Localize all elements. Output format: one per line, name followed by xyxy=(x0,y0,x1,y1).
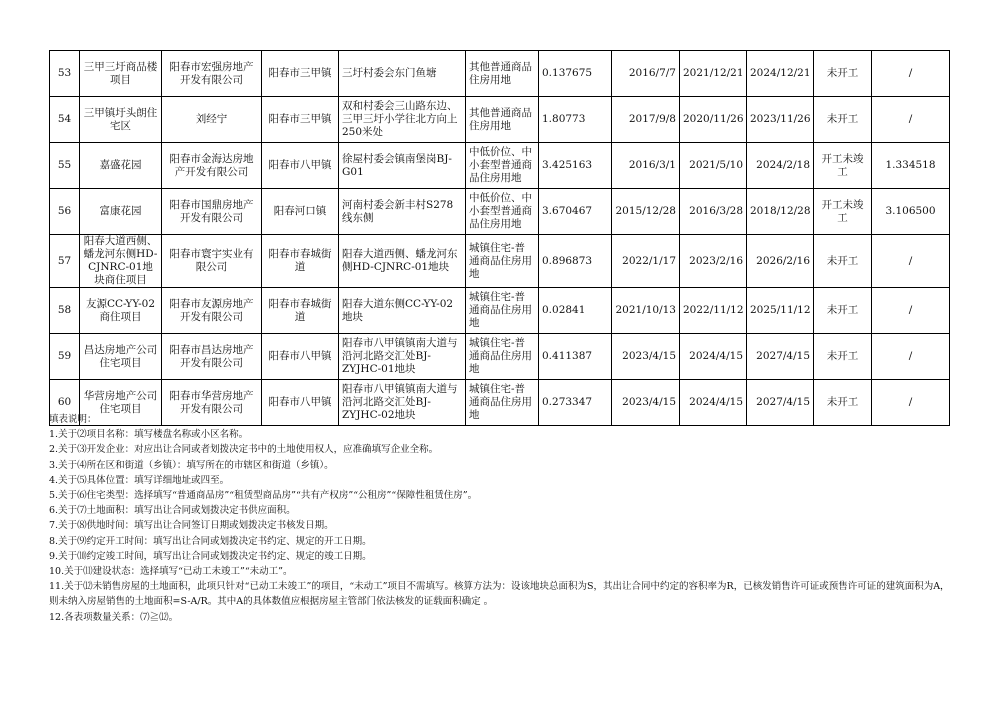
table-row xyxy=(50,143,950,189)
housing-type-cell: 城镇住宅-普通商品住房用地 xyxy=(466,235,539,288)
note-item: 8.关于⑼约定开工时间：填写出让合同或划拨决定书约定、规定的开工日期。 xyxy=(49,535,372,547)
fill-instructions xyxy=(49,412,959,625)
unsold-land-area-cell: / xyxy=(872,235,950,288)
unsold-land-area-cell: / xyxy=(872,334,950,380)
location-cell: 阳春市八甲镇镇南大道与沿河北路交汇处BJ-ZYJHC-01地块 xyxy=(339,334,466,380)
project-name-cell: 友源CC-YY-02商住项目 xyxy=(80,288,162,334)
note-item: 12.各表项数量关系：⑺≧⑿。 xyxy=(49,611,179,623)
location-cell: 阳春大道西侧、蟠龙河东侧HD-CJNRC-01地块 xyxy=(339,235,466,288)
construction-status-cell: 开工未竣工 xyxy=(814,189,872,235)
developer-cell: 阳春市华营房地产开发有限公司 xyxy=(162,380,262,426)
district-street-cell: 阳春市春城街道 xyxy=(262,288,339,334)
supply-date-cell: 2021/10/13 xyxy=(612,288,680,334)
housing-type-cell: 中低价位、中小套型普通商品住房用地 xyxy=(466,189,539,235)
supply-date-cell: 2017/9/8 xyxy=(612,97,680,143)
completion-date-cell: 2024/2/18 xyxy=(747,143,814,189)
location-cell: 河南村委会新丰村S278线东侧 xyxy=(339,189,466,235)
district-street-cell: 阳春市三甲镇 xyxy=(262,51,339,97)
land-area-cell: 3.670467 xyxy=(539,189,612,235)
start-date-cell: 2023/2/16 xyxy=(680,235,747,288)
start-date-cell: 2020/11/26 xyxy=(680,97,747,143)
supply-date-cell: 2015/12/28 xyxy=(612,189,680,235)
land-area-cell: 3.425163 xyxy=(539,143,612,189)
supply-date-cell: 2023/4/15 xyxy=(612,334,680,380)
location-cell: 徐屋村委会镇南堡岗BJ-G01 xyxy=(339,143,466,189)
unsold-land-area-cell: / xyxy=(872,288,950,334)
start-date-cell: 2021/5/10 xyxy=(680,143,747,189)
land-area-cell: 0.273347 xyxy=(539,380,612,426)
row-number-cell: 60 xyxy=(50,380,80,426)
row-number-cell: 58 xyxy=(50,288,80,334)
completion-date-cell: 2025/11/12 xyxy=(747,288,814,334)
completion-date-cell: 2024/12/21 xyxy=(747,51,814,97)
district-street-cell: 阳春市三甲镇 xyxy=(262,97,339,143)
developer-cell: 刘经宁 xyxy=(162,97,262,143)
housing-type-cell: 城镇住宅-普通商品住房用地 xyxy=(466,334,539,380)
district-street-cell: 阳春市八甲镇 xyxy=(262,380,339,426)
construction-status-cell: 未开工 xyxy=(814,380,872,426)
land-area-cell: 1.80773 xyxy=(539,97,612,143)
note-item: 5.关于⑹住宅类型：选择填写“普通商品房”“租赁型商品房”“共有产权房”“公租房”“保障性租赁住房”。 xyxy=(49,490,478,502)
developer-cell: 阳春市宏强房地产开发有限公司 xyxy=(162,51,262,97)
start-date-cell: 2024/4/15 xyxy=(680,334,747,380)
supply-date-cell: 2022/1/17 xyxy=(612,235,680,288)
start-date-cell: 2021/12/21 xyxy=(680,51,747,97)
row-number-cell: 53 xyxy=(50,51,80,97)
project-name-cell: 华营房地产公司住宅项目 xyxy=(80,380,162,426)
project-name-cell: 阳春大道西侧、蟠龙河东侧HD-CJNRC-01地块商住项目 xyxy=(80,235,162,288)
table-row xyxy=(50,288,950,334)
completion-date-cell: 2027/4/15 xyxy=(747,334,814,380)
land-area-cell: 0.411387 xyxy=(539,334,612,380)
row-number-cell: 57 xyxy=(50,235,80,288)
developer-cell: 阳春市友源房地产开发有限公司 xyxy=(162,288,262,334)
housing-type-cell: 其他普通商品住房用地 xyxy=(466,97,539,143)
construction-status-cell: 未开工 xyxy=(814,97,872,143)
district-street-cell: 阳春市春城街道 xyxy=(262,235,339,288)
table-row xyxy=(50,189,950,235)
table-row xyxy=(50,235,950,288)
land-area-cell: 0.02841 xyxy=(539,288,612,334)
project-name-cell: 三甲镇圩头朗住宅区 xyxy=(80,97,162,143)
note-item: 3.关于⑷所在区和街道（乡镇）：填写所在的市辖区和街道（乡镇）。 xyxy=(49,459,334,471)
unsold-land-area-cell: 3.106500 xyxy=(872,189,950,235)
unsold-land-area-cell: / xyxy=(872,51,950,97)
location-cell: 三圩村委会东门鱼塘 xyxy=(339,51,466,97)
row-number-cell: 59 xyxy=(50,334,80,380)
project-name-cell: 三甲三圩商品楼项目 xyxy=(80,51,162,97)
note-item: 2.关于⑶开发企业：对应出让合同或者划拨决定书中的土地使用权人，应准确填写企业全称。 xyxy=(49,444,439,456)
note-item: 7.关于⑻供地时间：填写出让合同签订日期或划拨决定书核发日期。 xyxy=(49,520,334,532)
completion-date-cell: 2027/4/15 xyxy=(747,380,814,426)
land-area-cell: 0.137675 xyxy=(539,51,612,97)
row-number-cell: 55 xyxy=(50,143,80,189)
note-item: 11.关于⑿未销售房屋的土地面积，此项只针对“已动工未竣工”的项目，“未动工”项目不需填写。核算方法为：设该地块总面积为S，其出让合同中约定的容积率为R，已核发销售许可证或预售许可证的建筑面积为A，则未纳入房屋销售的土地面积=S-A/R。其中A的具体数值应根据房屋主管部门依法核发的证载面积确定 。 xyxy=(49,581,950,608)
housing-type-cell: 城镇住宅-普通商品住房用地 xyxy=(466,288,539,334)
construction-status-cell: 未开工 xyxy=(814,334,872,380)
project-name-cell: 富康花园 xyxy=(80,189,162,235)
table-row xyxy=(50,97,950,143)
developer-cell: 阳春市国鼎房地产开发有限公司 xyxy=(162,189,262,235)
land-supply-table xyxy=(49,50,950,426)
district-street-cell: 阳春河口镇 xyxy=(262,189,339,235)
completion-date-cell: 2023/11/26 xyxy=(747,97,814,143)
start-date-cell: 2016/3/28 xyxy=(680,189,747,235)
table-row xyxy=(50,51,950,97)
note-item: 1.关于⑵项目名称：填写楼盘名称或小区名称。 xyxy=(49,429,249,441)
supply-date-cell: 2023/4/15 xyxy=(612,380,680,426)
developer-cell: 阳春市金海达房地产开发有限公司 xyxy=(162,143,262,189)
project-name-cell: 嘉盛花园 xyxy=(80,143,162,189)
district-street-cell: 阳春市八甲镇 xyxy=(262,143,339,189)
housing-type-cell: 城镇住宅-普通商品住房用地 xyxy=(466,380,539,426)
housing-type-cell: 中低价位、中小套型普通商品住房用地 xyxy=(466,143,539,189)
construction-status-cell: 未开工 xyxy=(814,51,872,97)
housing-type-cell: 其他普通商品住房用地 xyxy=(466,51,539,97)
location-cell: 阳春大道东侧CC-YY-02地块 xyxy=(339,288,466,334)
supply-date-cell: 2016/3/1 xyxy=(612,143,680,189)
table-row xyxy=(50,334,950,380)
district-street-cell: 阳春市八甲镇 xyxy=(262,334,339,380)
developer-cell: 阳春市昌达房地产开发有限公司 xyxy=(162,334,262,380)
completion-date-cell: 2018/12/28 xyxy=(747,189,814,235)
note-item: 6.关于⑺土地面积：填写出让合同或划拨决定书供应面积。 xyxy=(49,505,296,517)
land-area-cell: 0.896873 xyxy=(539,235,612,288)
start-date-cell: 2024/4/15 xyxy=(680,380,747,426)
construction-status-cell: 开工未竣工 xyxy=(814,143,872,189)
construction-status-cell: 未开工 xyxy=(814,288,872,334)
notes-heading: 填表说明： xyxy=(49,414,97,425)
row-number-cell: 56 xyxy=(50,189,80,235)
project-name-cell: 昌达房地产公司住宅项目 xyxy=(80,334,162,380)
start-date-cell: 2022/11/12 xyxy=(680,288,747,334)
note-item: 10.关于⑾建设状态：选择填写“已动工未竣工”“未动工”。 xyxy=(49,566,293,578)
row-number-cell: 54 xyxy=(50,97,80,143)
construction-status-cell: 未开工 xyxy=(814,235,872,288)
unsold-land-area-cell: 1.334518 xyxy=(872,143,950,189)
note-item: 9.关于⑽约定竣工时间，填写出让合同或划拨决定书约定、规定的竣工日期。 xyxy=(49,550,372,562)
unsold-land-area-cell: / xyxy=(872,380,950,426)
completion-date-cell: 2026/2/16 xyxy=(747,235,814,288)
location-cell: 双和村委会三山路东边、三甲三圩小学往北方向上250米处 xyxy=(339,97,466,143)
supply-date-cell: 2016/7/7 xyxy=(612,51,680,97)
location-cell: 阳春市八甲镇镇南大道与沿河北路交汇处BJ-ZYJHC-02地块 xyxy=(339,380,466,426)
developer-cell: 阳春市寰宇实业有限公司 xyxy=(162,235,262,288)
note-item: 4.关于⑸具体位置：填写详细地址或四至。 xyxy=(49,474,230,486)
unsold-land-area-cell: / xyxy=(872,97,950,143)
